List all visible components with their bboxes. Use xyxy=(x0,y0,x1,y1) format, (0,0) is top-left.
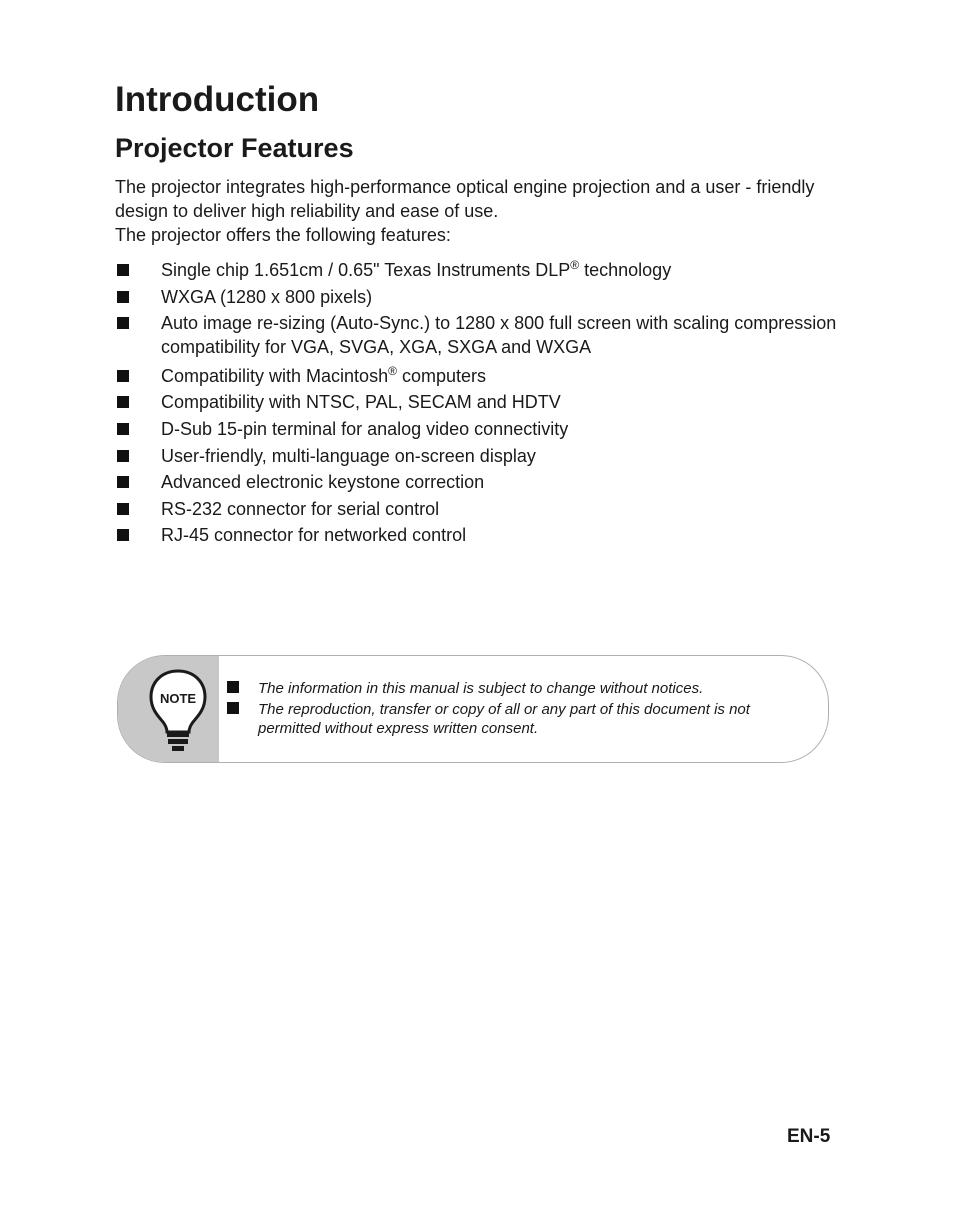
page-title: Introduction xyxy=(115,80,320,119)
intro-paragraph: The projector integrates high-performance optical engine projection and a user - friendly design to deliver high reliability and ease of use. xyxy=(115,177,815,221)
feature-list xyxy=(115,256,845,550)
feature-text: RJ-45 connector for networked control xyxy=(161,525,467,546)
square-bullet-icon xyxy=(117,396,129,408)
note-list xyxy=(227,679,797,740)
intro-lead-in: The projector offers the following features: xyxy=(115,225,451,245)
feature-text: Compatibility with NTSC, PAL, SECAM and HDTV xyxy=(161,392,561,413)
note-item xyxy=(227,679,797,698)
feature-text: User-friendly, multi-language on-screen display xyxy=(161,445,536,466)
page-number: EN-5 xyxy=(787,1126,831,1147)
feature-text: Auto image re-sizing (Auto-Sync.) to 1280 x 800 full screen with scaling compression compatibility for VGA, SVGA, XGA, SXGA and WXGA xyxy=(161,313,837,358)
feature-text: WXGA (1280 x 800 pixels) xyxy=(161,286,373,307)
feature-item xyxy=(115,444,845,468)
square-bullet-icon xyxy=(117,423,129,435)
square-bullet-icon xyxy=(117,503,129,515)
note-text: The information in this manual is subject to change without notices. xyxy=(258,680,704,697)
square-bullet-icon xyxy=(117,476,129,488)
feature-item xyxy=(115,390,845,414)
feature-item xyxy=(115,285,845,309)
feature-item xyxy=(115,256,845,282)
feature-item xyxy=(115,362,845,388)
feature-item xyxy=(115,417,845,441)
square-bullet-icon xyxy=(117,529,129,541)
intro-text xyxy=(115,175,845,247)
feature-text: Compatibility with Macintosh xyxy=(161,365,389,386)
feature-item xyxy=(115,311,845,359)
square-bullet-icon xyxy=(117,264,129,276)
feature-text: D-Sub 15-pin terminal for analog video connectivity xyxy=(161,418,569,439)
square-bullet-icon xyxy=(117,370,129,382)
feature-text-tail: technology xyxy=(579,260,672,280)
note-item xyxy=(227,700,797,738)
square-bullet-icon xyxy=(227,681,239,693)
feature-text: RS-232 connector for serial control xyxy=(161,498,440,519)
feature-text: Advanced electronic keystone correction xyxy=(161,472,485,493)
lightbulb-note-icon xyxy=(148,668,208,754)
note-icon-label: NOTE xyxy=(159,691,197,706)
registered-mark: ® xyxy=(388,363,397,378)
section-title: Projector Features xyxy=(115,133,354,163)
feature-text-tail: computers xyxy=(396,365,486,386)
feature-item xyxy=(115,497,845,521)
feature-item xyxy=(115,523,845,547)
square-bullet-icon xyxy=(117,317,129,329)
square-bullet-icon xyxy=(227,702,239,714)
square-bullet-icon xyxy=(117,450,129,462)
square-bullet-icon xyxy=(117,291,129,303)
registered-mark: ® xyxy=(570,258,580,272)
note-text: The reproduction, transfer or copy of all or any part of this document is not permitted without express written consent. xyxy=(258,701,750,737)
note-box xyxy=(117,655,829,763)
feature-item xyxy=(115,470,845,494)
feature-text: Single chip 1.651cm / 0.65" Texas Instruments DLP xyxy=(161,260,571,280)
